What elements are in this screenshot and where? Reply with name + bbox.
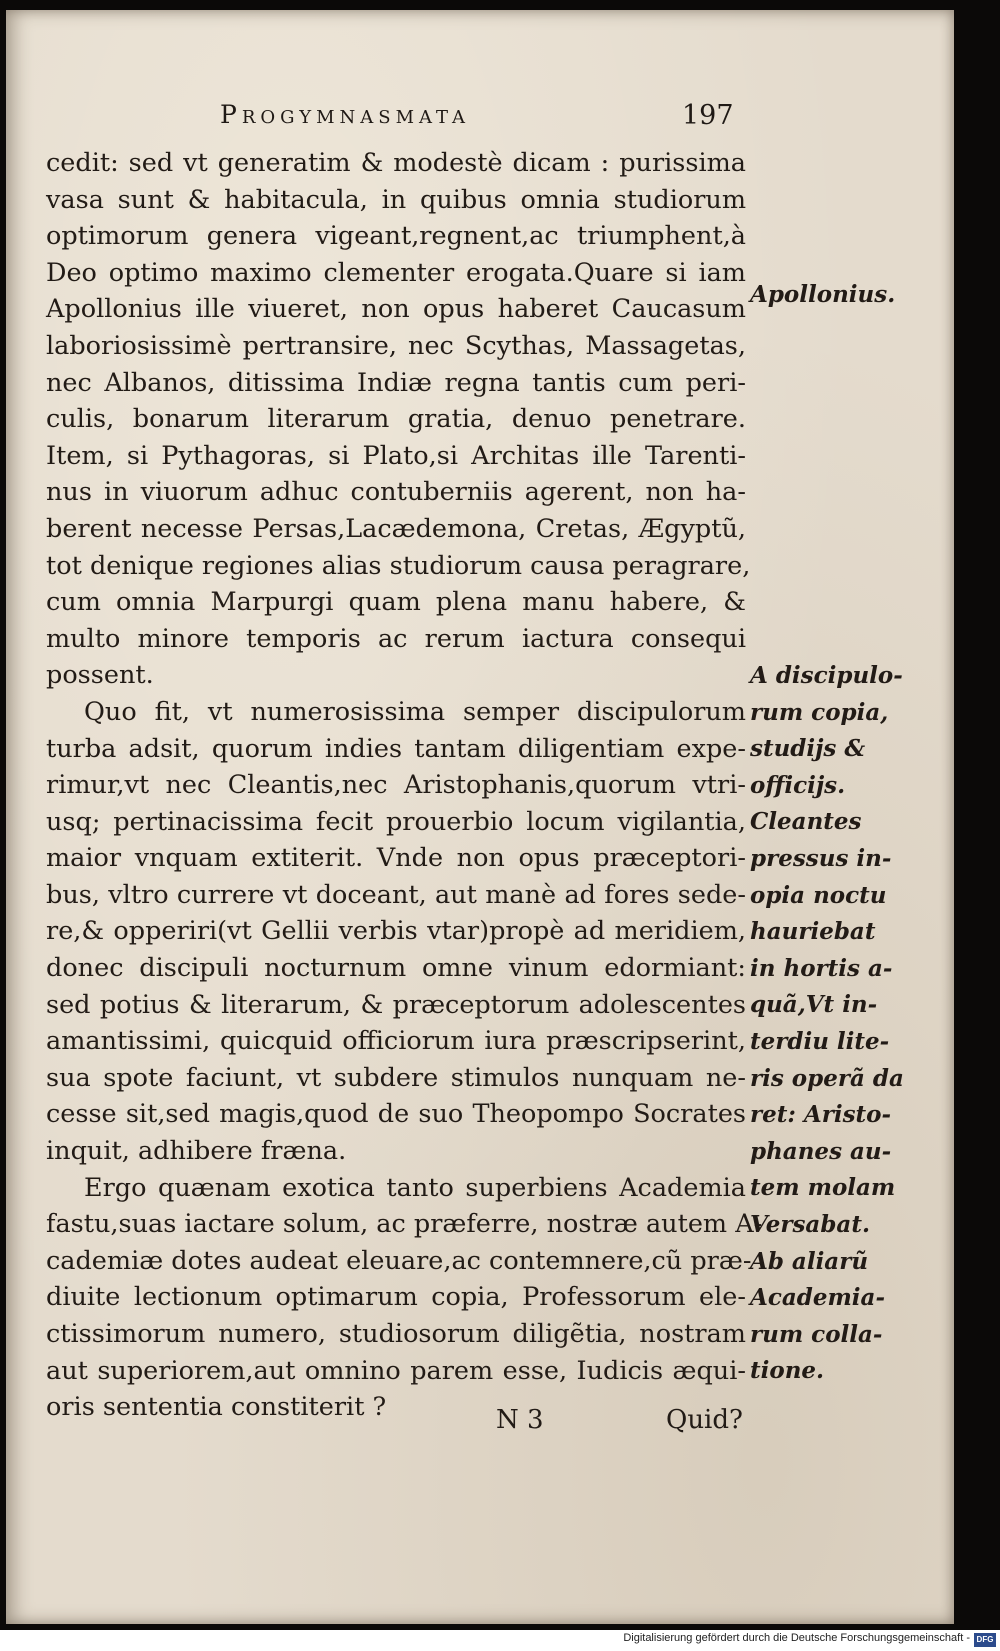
text-line: Deo optimo maximo clementer erogata.Quare si iam bbox=[46, 257, 746, 288]
text-line: Ergo quænam exotica tanto superbiens Academia bbox=[84, 1172, 746, 1203]
signature-mark: N 3 bbox=[496, 1405, 544, 1435]
text-line: multo minore temporis ac rerum iactura consequi bbox=[46, 623, 746, 654]
text-line: diuite lectionum optimarum copia, Professorum ele- bbox=[46, 1282, 746, 1313]
funding-credit: Digitalisierung gefördert durch die Deutsche Forschungsgemeinschaft - bbox=[623, 1632, 970, 1644]
text-line: laboriosissimè pertransire, nec Scythas, Massagetas, bbox=[46, 330, 746, 361]
marginal-line: Academia- bbox=[750, 1284, 885, 1312]
marginal-line: opia noctu bbox=[750, 881, 887, 909]
book-page bbox=[6, 10, 954, 1624]
text-line: nus in viuorum adhuc contuberniis agerent, non ha- bbox=[46, 477, 746, 508]
marginal-note-apollonius bbox=[750, 277, 920, 314]
text-line: cedit: sed vt generatim & modestè dicam : purissima bbox=[46, 148, 746, 178]
text-line: cum omnia Marpurgi quam plena manu habere, & bbox=[46, 587, 746, 618]
text-line: donec discipuli nocturnum omne vinum edormiant: bbox=[46, 953, 746, 984]
marginal-line: terdiu lite- bbox=[750, 1027, 890, 1055]
marginal-line: officijs. bbox=[750, 771, 846, 799]
text-line: turba adsit, quorum indies tantam diligentiam expe- bbox=[46, 733, 746, 764]
marginal-line: ris operã da bbox=[750, 1064, 904, 1092]
marginal-line: in hortis a- bbox=[750, 954, 893, 982]
text-line: vasa sunt & habitacula, in quibus omnia studiorum bbox=[46, 184, 746, 215]
marginal-line: Apollonius. bbox=[750, 281, 896, 308]
text-line: nec Albanos, ditissima Indiæ regna tantis cum peri- bbox=[46, 367, 746, 398]
digitization-footer bbox=[0, 1630, 1000, 1651]
marginal-note-discipulorum bbox=[750, 658, 920, 1390]
marginal-line: tione. bbox=[750, 1357, 825, 1385]
text-line: bus, vltro currere vt doceant, aut manè ad fores sede- bbox=[46, 879, 746, 910]
marginal-line: ret: Aristo- bbox=[750, 1101, 892, 1129]
text-line: culis, bonarum literarum gratia, denuo penetrare. bbox=[46, 404, 746, 435]
marginal-line: studijs & bbox=[750, 735, 866, 763]
dfg-logo-badge: DFG bbox=[974, 1633, 996, 1647]
marginal-line: phanes au- bbox=[750, 1137, 892, 1165]
text-line: inquit, adhibere fræna. bbox=[46, 1136, 347, 1167]
text-line: Item, si Pythagoras, si Plato,si Architas ille Tarenti- bbox=[46, 440, 746, 471]
text-line: Quo fit, vt numerosissima semper discipulorum bbox=[84, 696, 746, 727]
marginal-line: A discipulo- bbox=[750, 662, 903, 689]
text-line: Apollonius ille viueret, non opus haberet Caucasum bbox=[46, 294, 746, 325]
text-line: cesse sit,sed magis,quod de suo Theopompo Socrates bbox=[46, 1099, 746, 1130]
marginal-line: quã,Vt in- bbox=[750, 991, 878, 1019]
running-title: Progymnasmata bbox=[220, 100, 471, 129]
text-line: aut superiorem,aut omnino parem esse, Iudicis æqui- bbox=[46, 1355, 746, 1386]
marginal-line: rum copia, bbox=[750, 698, 889, 726]
marginal-line: Ab aliarũ bbox=[750, 1247, 869, 1275]
text-line: rimur,vt nec Cleantis,nec Aristophanis,quorum vtri- bbox=[46, 770, 746, 801]
text-line: re,& opperiri(vt Gellii verbis vtar)propè ad meridiem, bbox=[46, 916, 746, 947]
text-line: fastu,suas iactare solum, ac præferre, nostræ autem A- bbox=[46, 1209, 763, 1240]
text-line: sed potius & literarum, & præceptorum adolescentes bbox=[46, 989, 746, 1020]
text-line: usq; pertinacissima fecit prouerbio locum vigilantia, bbox=[46, 806, 746, 837]
marginal-line: tem molam bbox=[750, 1174, 896, 1202]
text-line: tot denique regiones alias studiorum causa peragrare, bbox=[46, 550, 751, 581]
text-line: ctissimorum numero, studiosorum diligẽtia, nostram bbox=[46, 1319, 746, 1349]
text-line: cademiæ dotes audeat eleuare,ac contemnere,cũ præ- bbox=[46, 1245, 752, 1276]
page-header bbox=[46, 98, 756, 138]
page-footer-line bbox=[46, 1405, 746, 1445]
text-line: optimorum genera vigeant,regnent,ac triumphent,à bbox=[46, 221, 746, 252]
text-line: berent necesse Persas,Lacædemona, Cretas, Ægyptũ, bbox=[46, 513, 746, 544]
marginal-line: Cleantes bbox=[750, 808, 862, 836]
marginal-line: Versabat. bbox=[750, 1210, 870, 1238]
marginal-line: pressus in- bbox=[750, 844, 892, 872]
main-text-block bbox=[46, 145, 763, 1426]
marginal-line: hauriebat bbox=[750, 918, 876, 946]
text-line: oris sententia constiterit ? bbox=[46, 1392, 387, 1423]
text-line: possent. bbox=[46, 660, 154, 691]
page-number: 197 bbox=[682, 100, 734, 131]
catchword: Quid? bbox=[666, 1405, 743, 1435]
text-line: amantissimi, quicquid officiorum iura præscripserint, bbox=[46, 1026, 746, 1057]
marginal-line: rum colla- bbox=[750, 1320, 883, 1348]
text-line: maior vnquam extiterit. Vnde non opus præceptori- bbox=[46, 843, 746, 874]
text-line: sua spote faciunt, vt subdere stimulos nunquam ne- bbox=[46, 1062, 746, 1093]
